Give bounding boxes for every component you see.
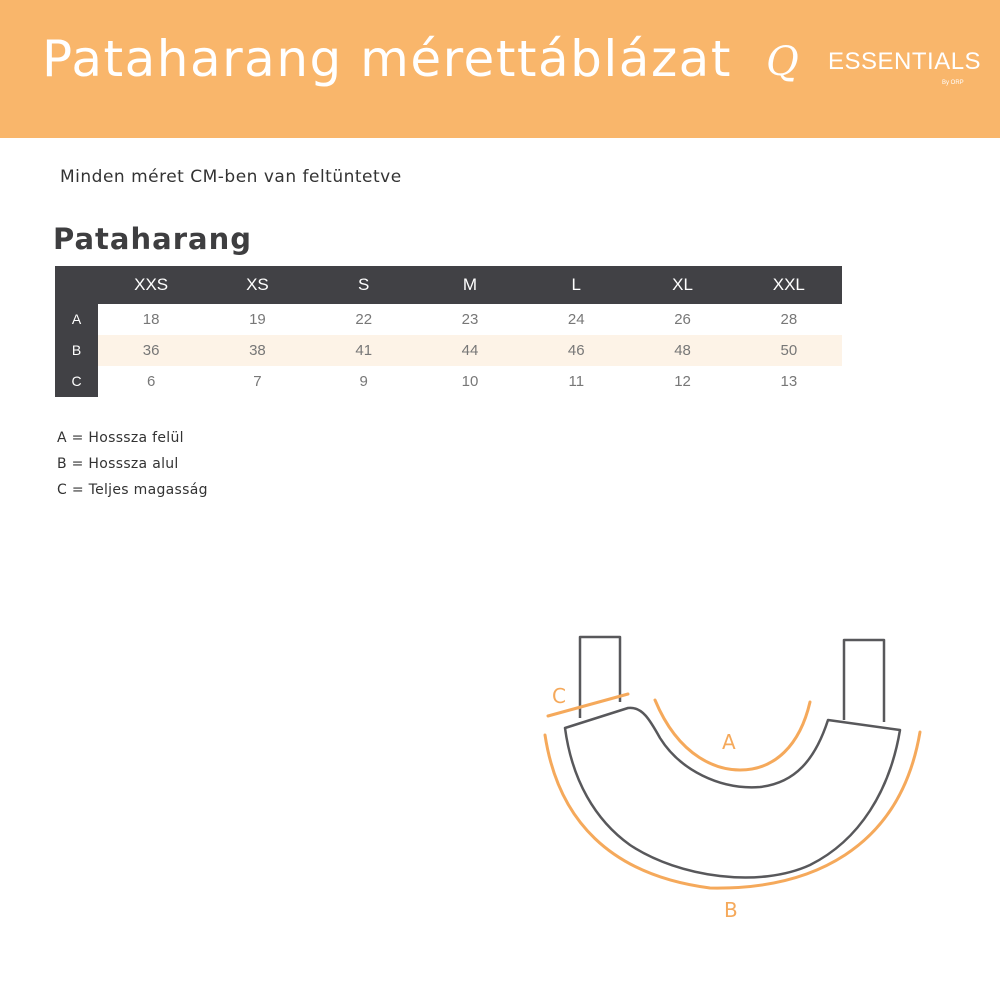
table-cell: 24 [567,311,585,328]
table-cell: 18 [142,311,160,328]
brand-logo [766,39,982,104]
size-header: XXS [134,275,169,294]
logo-q-mark: Q [766,39,799,85]
table-cell: 28 [780,311,798,328]
table-header-row [55,266,842,304]
table-cell: 41 [311,335,417,366]
header-banner [0,0,1000,138]
size-header: M [462,275,478,294]
table-row [55,366,842,397]
bell-boot-diagram [530,620,950,940]
size-header: L [571,275,581,294]
section-title: Pataharang [53,222,252,256]
size-table [55,266,842,397]
table-cell: 50 [736,335,842,366]
table-cell: 12 [674,373,691,390]
legend [57,428,208,506]
table-cell: 11 [568,373,585,390]
right-strap-shape [844,640,884,722]
logo-byline: By ORP [942,80,964,86]
table-cell: 23 [461,311,479,328]
table-cell: 46 [523,335,629,366]
size-header: S [358,275,370,294]
table-row [55,304,842,335]
table-corner [55,266,98,304]
table-cell: 26 [674,311,691,328]
table-cell: 19 [249,311,266,328]
table-cell: 9 [359,373,368,390]
row-label: B [55,335,98,366]
legend-item-b: B = Hosssza alul [57,456,179,472]
table-cell: 38 [204,335,310,366]
diagram-label-c: C [552,684,566,708]
page-title: Pataharang mérettáblázat [42,30,732,88]
legend-item-c: C = Teljes magasság [57,482,208,498]
legend-item-a: A = Hosssza felül [57,430,184,446]
table-row [55,335,842,366]
table-cell: 48 [629,335,735,366]
size-header: XS [246,275,269,294]
bell-boot-illustration [530,620,950,940]
table-cell: 13 [780,373,798,390]
measure-b-arc [545,732,920,888]
table-cell: 7 [253,373,262,390]
logo-wordmark: ESSENTIALS [828,48,982,75]
size-header: XL [672,275,693,294]
table-cell: 6 [146,373,156,390]
row-label: C [55,366,98,397]
size-header: XXL [772,275,805,294]
diagram-label-b: B [724,898,738,922]
table-cell: 22 [355,311,373,328]
table-cell: 44 [417,335,523,366]
table-cell: 10 [461,373,479,390]
diagram-label-a: A [722,730,736,754]
table-cell: 36 [98,335,204,366]
row-label: A [55,304,98,335]
units-note: Minden méret CM-ben van feltüntetve [60,167,402,187]
